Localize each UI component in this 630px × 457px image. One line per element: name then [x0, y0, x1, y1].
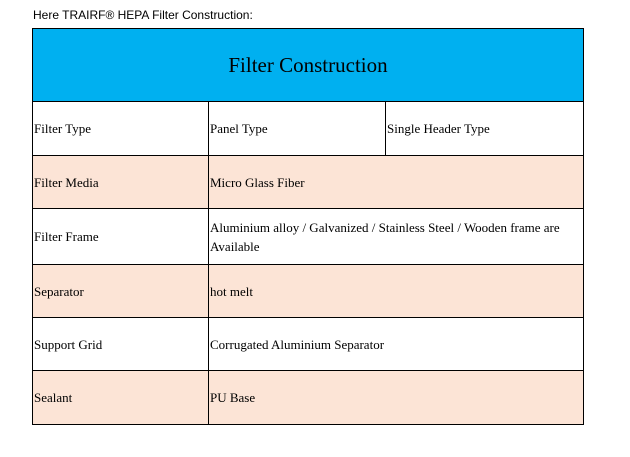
filter-type-label: Filter Type — [33, 102, 209, 156]
row-label: Separator — [33, 265, 209, 318]
intro-text: Here TRAIRF® HEPA Filter Construction: — [33, 8, 253, 22]
filter-type-row — [33, 102, 584, 156]
row-label: Filter Media — [33, 156, 209, 209]
table-row-support-grid — [33, 318, 584, 371]
filter-construction-table — [32, 28, 584, 425]
table-title-row — [33, 29, 584, 102]
table-row-sealant — [33, 371, 584, 425]
filter-type-option-panel: Panel Type — [209, 102, 386, 156]
table-row-separator — [33, 265, 584, 318]
table-title: Filter Construction — [33, 29, 584, 102]
row-label: Support Grid — [33, 318, 209, 371]
row-label: Filter Frame — [33, 209, 209, 265]
row-value: hot melt — [209, 265, 584, 318]
table-row-filter-media — [33, 156, 584, 209]
row-value: Micro Glass Fiber — [209, 156, 584, 209]
filter-type-option-single-header: Single Header Type — [386, 102, 584, 156]
row-value: PU Base — [209, 371, 584, 425]
row-value: Corrugated Aluminium Separator — [209, 318, 584, 371]
row-label: Sealant — [33, 371, 209, 425]
row-value: Aluminium alloy / Galvanized / Stainless Steel / Wooden frame are Available — [209, 209, 584, 265]
table-row-filter-frame — [33, 209, 584, 265]
